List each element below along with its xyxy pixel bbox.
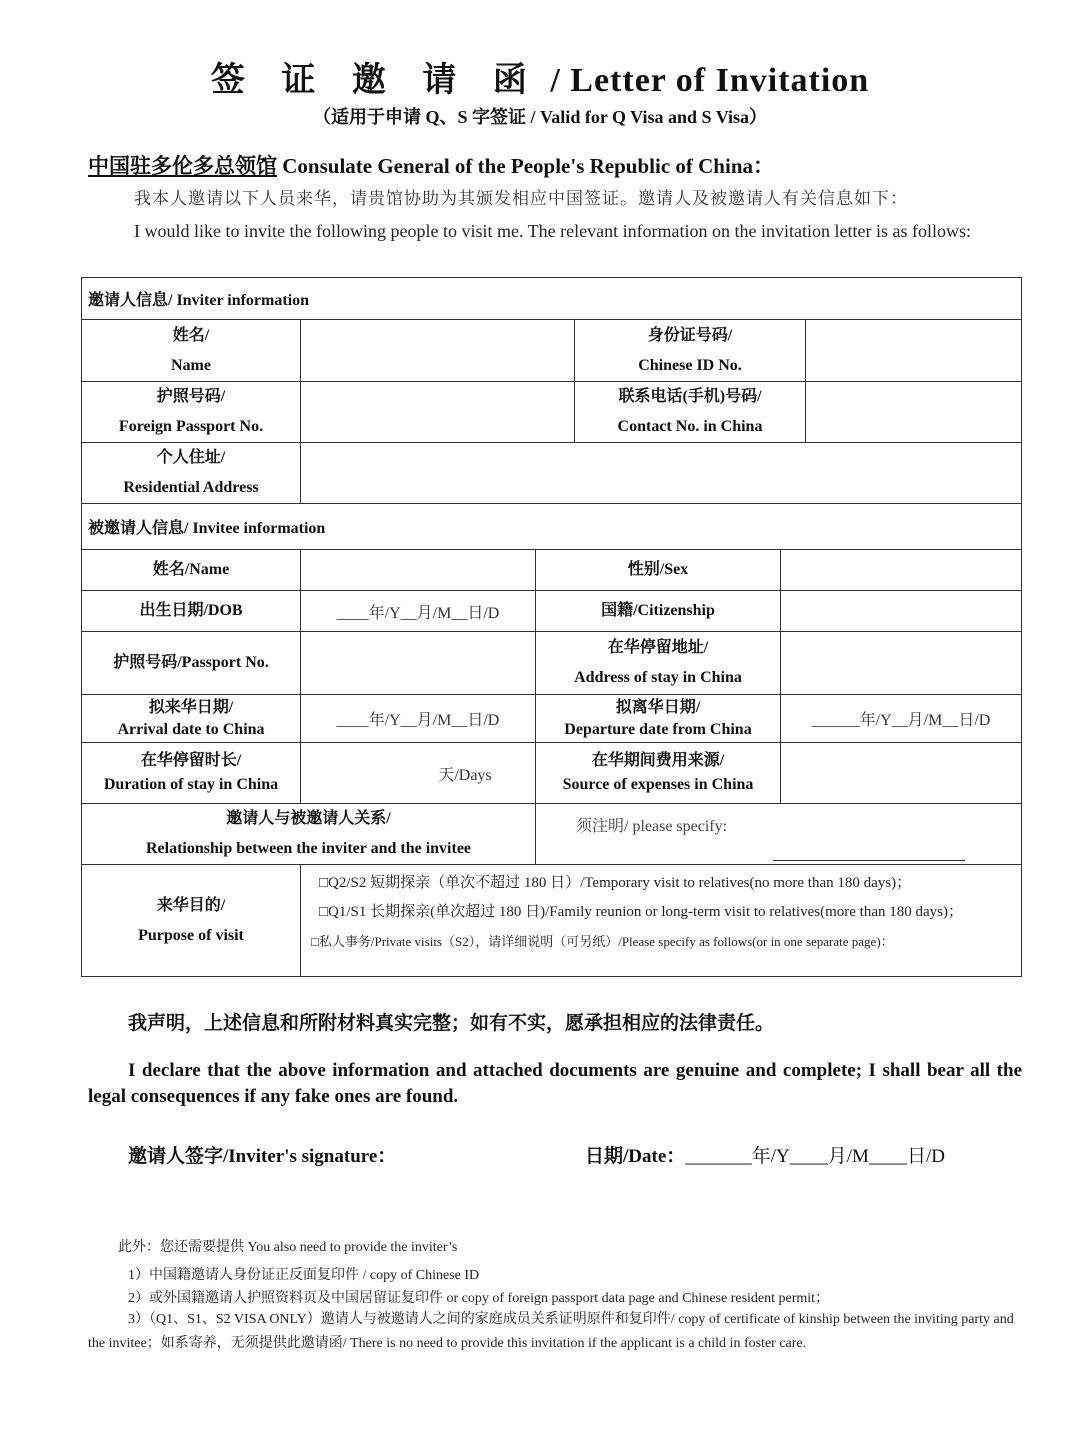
date-line: [585, 1141, 945, 1168]
inviter-address-field[interactable]: [301, 443, 1022, 504]
invitee-sex-label: 性别/Sex: [536, 550, 781, 591]
invitee-citizenship-label: 国籍/Citizenship: [536, 591, 781, 632]
invitee-arrival-field[interactable]: ____年/Y__月/M__日/D: [301, 695, 536, 743]
invitation-form: [81, 277, 1022, 977]
relationship-field[interactable]: [536, 804, 1022, 865]
addressee: 中国驻多伦多总领馆 Consulate General of the People's Republic of China：: [88, 154, 774, 178]
invitee-expenses-field[interactable]: [781, 743, 1022, 804]
note-item: 2）或外国籍邀请人护照资料页及中国居留证复印件 or copy of foreign passport data page and Chinese resident permit；: [128, 1291, 830, 1306]
invitee-dob-label: 出生日期/DOB: [82, 591, 301, 632]
invitee-duration-field[interactable]: 天/Days: [301, 743, 536, 804]
purpose-option-q1s1[interactable]: □Q1/S1 长期探亲(单次超过 180 日)/Family reunion or long-term visit to relatives(more than 180 days)；: [319, 904, 963, 920]
inviter-passport-field[interactable]: [301, 382, 575, 443]
purpose-option-private[interactable]: □私人事务/Private visits（S2），请详细说明（可另纸）/Please specify as follows(or in one separate page)：: [311, 934, 894, 949]
invitee-stay-address-field[interactable]: [781, 632, 1022, 695]
intro-cn: 我本人邀请以下人员来华，请贵馆协助为其颁发相应中国签证。邀请人及被邀请人有关信息如下：: [134, 189, 908, 208]
invitee-sex-field[interactable]: [781, 550, 1022, 591]
invitee-departure-label: 拟离华日期/ Departure date from China: [536, 695, 781, 743]
inviter-address-label: 个人住址/ Residential Address: [82, 443, 301, 504]
note-item: 1）中国籍邀请人身份证正反面复印件 / copy of Chinese ID: [128, 1268, 480, 1283]
invitee-name-field[interactable]: [301, 550, 536, 591]
page-subtitle: （适用于申请 Q、S 字签证 / Valid for Q Visa and S Visa）: [312, 107, 768, 127]
inviter-id-label: 身份证号码/ Chinese ID No.: [575, 320, 806, 382]
invitee-passport-label: 护照号码/Passport No.: [82, 632, 301, 695]
date-field[interactable]: _______年/Y____月/M____日/D: [685, 1146, 945, 1167]
purpose-options: [301, 865, 1022, 977]
invitee-section-header: 被邀请人信息/ Invitee information: [82, 504, 1022, 550]
relationship-label: 邀请人与被邀请人关系/ Relationship between the inviter and the invitee: [82, 804, 536, 865]
purpose-label: 来华目的/ Purpose of visit: [82, 865, 301, 977]
relationship-specify: 须注明/ please specify:: [576, 818, 728, 835]
invitee-name-label: 姓名/Name: [82, 550, 301, 591]
consulate-name: 中国驻多伦多总领馆: [88, 154, 277, 178]
invitee-departure-field[interactable]: ______年/Y__月/M__日/D: [781, 695, 1022, 743]
inviter-name-field[interactable]: [301, 320, 575, 382]
inviter-contact-label: 联系电话(手机)号码/ Contact No. in China: [575, 382, 806, 443]
date-label: 日期/Date：: [585, 1146, 686, 1167]
specify-underline: [773, 860, 965, 861]
declaration-cn: 我声明，上述信息和所附材料真实完整；如有不实，愿承担相应的法律责任。: [128, 1013, 775, 1034]
purpose-option-q2s2[interactable]: □Q2/S2 短期探亲（单次不超过 180 日）/Temporary visit to relatives(no more than 180 days)；: [319, 875, 912, 891]
page-title: 签 证 邀 请 函 / Letter of Invitation: [210, 62, 870, 99]
inviter-passport-label: 护照号码/ Foreign Passport No.: [82, 382, 301, 443]
invitee-arrival-label: 拟来华日期/ Arrival date to China: [82, 695, 301, 743]
notes-intro: 此外：您还需要提供 You also need to provide the inviter’s: [118, 1240, 458, 1255]
invitee-passport-field[interactable]: [301, 632, 536, 695]
inviter-id-field[interactable]: [806, 320, 1022, 382]
invitee-expenses-label: 在华期间费用来源/ Source of expenses in China: [536, 743, 781, 804]
invitee-citizenship-field[interactable]: [781, 591, 1022, 632]
inviter-name-label: 姓名/ Name: [82, 320, 301, 382]
inviter-section-header: 邀请人信息/ Inviter information: [82, 278, 1022, 320]
declaration-en: I declare that the above information and attached documents are genuine and complete; I shall bear all the legal consequences if any fake ones are found.: [88, 1060, 1022, 1107]
note-item: 3）（Q1、S1、S2 VISA ONLY）邀请人与被邀请人之间的家庭成员关系证明原件和复印件/ copy of certificate of kinship between the inviting party and the invitee；如系寄养，无须提供此邀请函/ There is no need to provide this invitation if the applicant is a child in foster care.: [88, 1312, 1014, 1351]
intro-en: I would like to invite the following people to visit me. The relevant information on the invitation letter is as follows:: [134, 221, 972, 241]
invitee-duration-label: 在华停留时长/ Duration of stay in China: [82, 743, 301, 804]
inviter-contact-field[interactable]: [806, 382, 1022, 443]
invitee-stay-address-label: 在华停留地址/ Address of stay in China: [536, 632, 781, 695]
invitee-dob-field[interactable]: ____年/Y__月/M__日/D: [301, 591, 536, 632]
signature-label: 邀请人签字/Inviter's signature：: [128, 1146, 397, 1167]
